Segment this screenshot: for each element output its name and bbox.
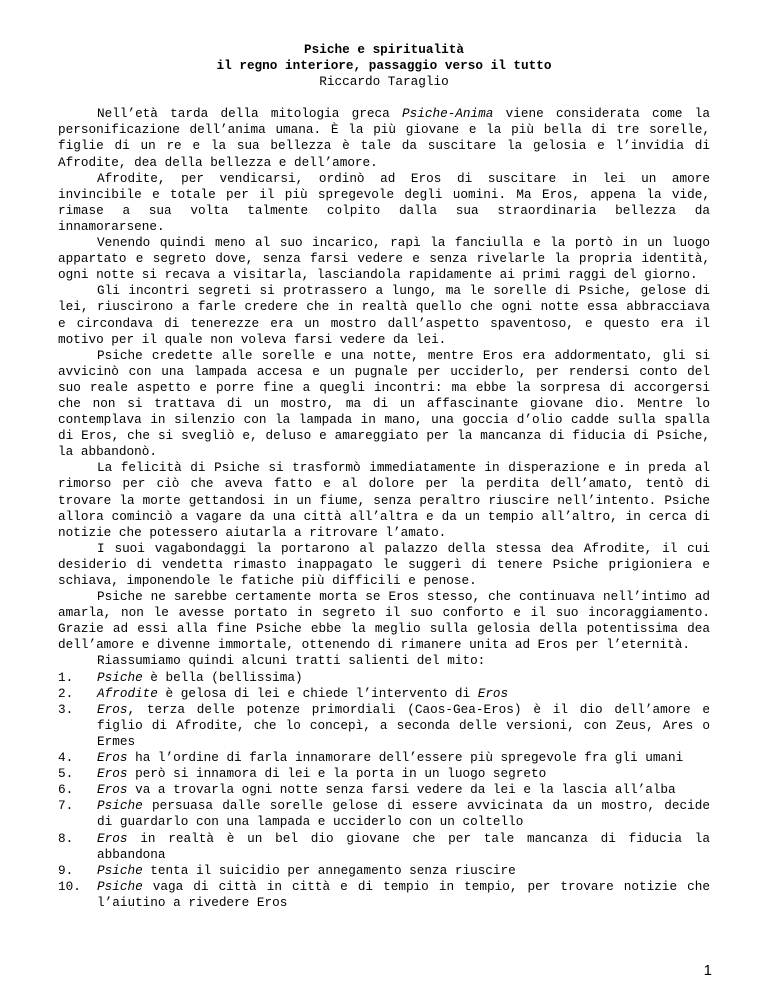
list-item: 3. Eros, terza delle potenze primordiali (Caos-Gea-Eros) è il dio dell’amore e figlio di Afrodite, che lo concepì, a seconda delle versioni, con Zeus, Ares o Ermes [58,701,710,749]
paragraph: Gli incontri segreti si protrassero a lungo, ma le sorelle di Psiche, gelose di lei, riuscirono a farle credere che in realtà quello che ogni notte essa abbracciava e circondava di tenerezze era un mostro dall’aspetto spaventoso, e questo era il motivo per il quale non voleva farsi vedere da lei. [58,283,710,347]
list-item: 6. Eros va a trovarla ogni notte senza farsi vedere da lei e la lascia all’alba [58,782,676,798]
author-name: Riccardo Taraglio [319,74,449,90]
paragraph: Venendo quindi meno al suo incarico, rapì la fanciulla e la portò in un luogo appartato e segreto dove, senza farsi vedere e senza rivelarle la propria identità, ogni notte si recava a visitarla, lasciandola rapidamente ai primi raggi del giorno. [58,235,710,283]
list-item: 7. Psiche persuasa dalle sorelle gelose di essere avvicinata da un mostro, decide di guardarlo con una lampada e ucciderlo con un coltello [58,798,710,830]
list-item: 2. Afrodite è gelosa di lei e chiede l’intervento di Eros [58,685,509,701]
paragraph: La felicità di Psiche si trasformò immediatamente in disperazione e in preda al rimorso per ciò che aveva fatto e al dolore per la perdita dell’amato, tentò di trovare la morte gettandosi in un fiume, senza peraltro riuscire nell’intento. Psiche allora cominciò a vagare da una città all’altra e da un tempio all’altro, in cerca di notizie che potessero aiutarla a ritrovare l’amato. [58,460,710,540]
title-line-2: il regno interiore, passaggio verso il tutto [216,58,552,74]
paragraph: Psiche credette alle sorelle e una notte, mentre Eros era addormentato, gli si avvicinò con una lampada accesa e un pugnale per ucciderlo, per rendersi conto del suo reale aspetto e porre fine a quegli incontri: ma ebbe la sorpresa di accorgersi che non si trattava di un mostro, ma di un affascinante giovane dio. Mentre lo contemplava in silenzio con la lampada in mano, una goccia d’olio cadde sulla spalla di Eros, che si svegliò e, deluso e amareggiato per la mancanza di fiducia di Psiche, la abbandonò. [58,347,710,460]
document-page [58,42,710,911]
paragraph: Nell’età tarda della mitologia greca Psiche-Anima viene considerata come la personificazione dell’anima umana. È la più giovane e la più bella di tre sorelle, figlie di un re e la sua bellezza è tale da suscitare la gelosia e l’invidia di Afrodite, dea della bellezza e dell’amore. [58,106,710,170]
title-line-1: Psiche e spiritualità [304,42,464,57]
paragraph: Afrodite, per vendicarsi, ordinò ad Eros di suscitare in lei un amore invincibile e totale per il più spregevole degli uomini. Ma Eros, appena la vide, rimase a sua volta talmente colpito dalla sua straordinaria bellezza da innamorarsene. [58,170,710,234]
paragraph: Psiche ne sarebbe certamente morta se Eros stesso, che continuava nell’intimo ad amarla, non le avesse portato in segreto il suo conforto e il suo incoraggiamento. Grazie ad essi alla fine Psiche ebbe la meglio sulla gelosia della potentissima dea dell’amore e divenne immortale, ottenendo di rimanere unita ad Eros per l’eternità. [58,589,710,653]
list-item: 5. Eros però si innamora di lei e la porta in un luogo segreto [58,766,547,782]
paragraph: Riassumiamo quindi alcuni tratti salienti del mito: [97,653,486,669]
list-item: 8. Eros in realtà è un bel dio giovane che per tale mancanza di fiducia la abbandona [58,830,710,862]
myth-summary-list [58,670,710,911]
list-item: 9. Psiche tenta il suicidio per annegamento senza riuscire [58,862,516,878]
page-number: 1 [703,962,712,979]
document-header [58,42,710,90]
list-item: 4. Eros ha l’ordine di farla innamorare dell’essere più spregevole fra gli umani [58,750,684,766]
list-item: 1. Psiche è bella (bellissima) [58,669,303,685]
body-text [58,106,710,669]
paragraph: I suoi vagabondaggi la portarono al palazzo della stessa dea Afrodite, il cui desiderio di vendetta rimasto inappagato le suggerì di tenere Psiche prigioniera e schiava, imponendole le fatiche più difficili e penose. [58,540,710,588]
list-item: 10. Psiche vaga di città in città e di tempio in tempio, per trovare notizie che l’aiutino a rivedere Eros [58,878,710,910]
